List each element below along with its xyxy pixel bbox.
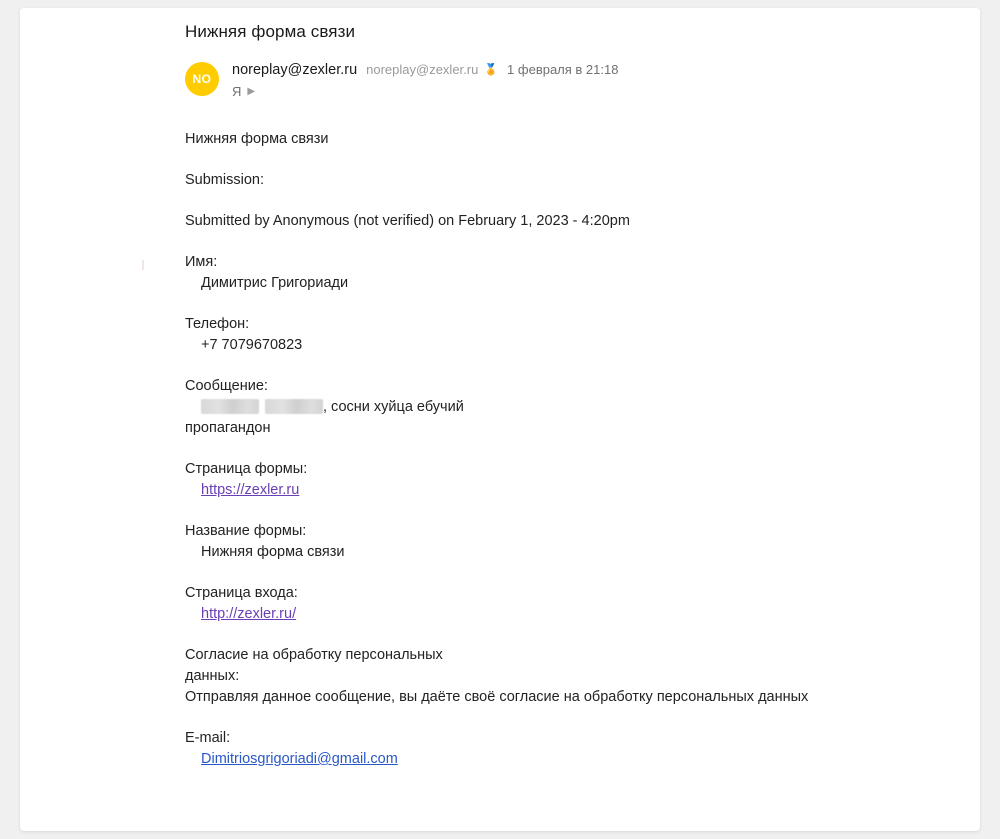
stray-mark bbox=[142, 260, 144, 270]
consent-label-line1: Согласие на обработку персональных bbox=[185, 647, 443, 663]
name-label: Имя: bbox=[185, 254, 218, 270]
consent-label-line2: данных: bbox=[185, 668, 240, 684]
field-name bbox=[185, 252, 825, 294]
email-label: E-mail: bbox=[185, 730, 231, 746]
field-form-page bbox=[185, 459, 825, 501]
entry-page-link[interactable]: http://zexler.ru/ bbox=[201, 606, 297, 622]
entry-page-label: Страница входа: bbox=[185, 585, 298, 601]
form-page-label: Страница формы: bbox=[185, 461, 308, 477]
field-entry-page bbox=[185, 583, 825, 625]
field-email bbox=[185, 728, 825, 770]
form-name-label: Название формы: bbox=[185, 523, 307, 539]
name-value: Димитрис Григориади bbox=[201, 275, 349, 291]
recipient-row[interactable] bbox=[232, 84, 618, 99]
field-consent bbox=[185, 645, 825, 708]
message-visible-part: , сосни хуйца ебучий bbox=[323, 399, 464, 415]
sender-info bbox=[232, 60, 618, 99]
field-form-name bbox=[185, 521, 825, 563]
email-card bbox=[20, 8, 980, 831]
phone-label: Телефон: bbox=[185, 316, 250, 332]
redacted-text-block bbox=[201, 399, 259, 414]
form-name-value: Нижняя форма связи bbox=[201, 544, 345, 560]
sender-name[interactable]: noreplay@zexler.ru bbox=[232, 62, 358, 78]
field-phone bbox=[185, 314, 825, 356]
message-value-line1 bbox=[185, 397, 825, 418]
message-label: Сообщение: bbox=[185, 378, 268, 394]
email-body bbox=[185, 129, 825, 770]
avatar: NO bbox=[185, 62, 219, 96]
submitted-by-line: Submitted by Anonymous (not verified) on February 1, 2023 - 4:20pm bbox=[185, 213, 630, 229]
message-value-line2: пропагандон bbox=[185, 420, 271, 436]
email-link[interactable]: Dimitriosgrigoriadi@gmail.com bbox=[201, 751, 398, 767]
medal-icon: 🏅 bbox=[484, 63, 499, 76]
email-content bbox=[185, 8, 825, 790]
sender-line-primary bbox=[232, 61, 618, 79]
email-value bbox=[185, 749, 825, 770]
chevron-right-icon[interactable]: ▶ bbox=[247, 86, 256, 97]
recipient-label: Я bbox=[232, 84, 242, 99]
sender-email: noreplay@zexler.ru bbox=[366, 62, 479, 77]
redacted-text-block bbox=[265, 399, 323, 414]
submission-label: Submission: bbox=[185, 172, 264, 188]
body-title: Нижняя форма связи bbox=[185, 131, 329, 147]
consent-value: Отправляя данное сообщение, вы даёте своё согласие на обработку персональных данных bbox=[185, 689, 809, 705]
phone-value: +7 7079670823 bbox=[201, 337, 303, 353]
email-subject: Нижняя форма связи bbox=[185, 22, 356, 41]
sender-row bbox=[185, 60, 825, 99]
field-message bbox=[185, 376, 825, 439]
email-date: 1 февраля в 21:18 bbox=[507, 62, 619, 77]
form-page-value bbox=[185, 480, 825, 501]
entry-page-value bbox=[185, 604, 825, 625]
form-page-link[interactable]: https://zexler.ru bbox=[201, 482, 300, 498]
